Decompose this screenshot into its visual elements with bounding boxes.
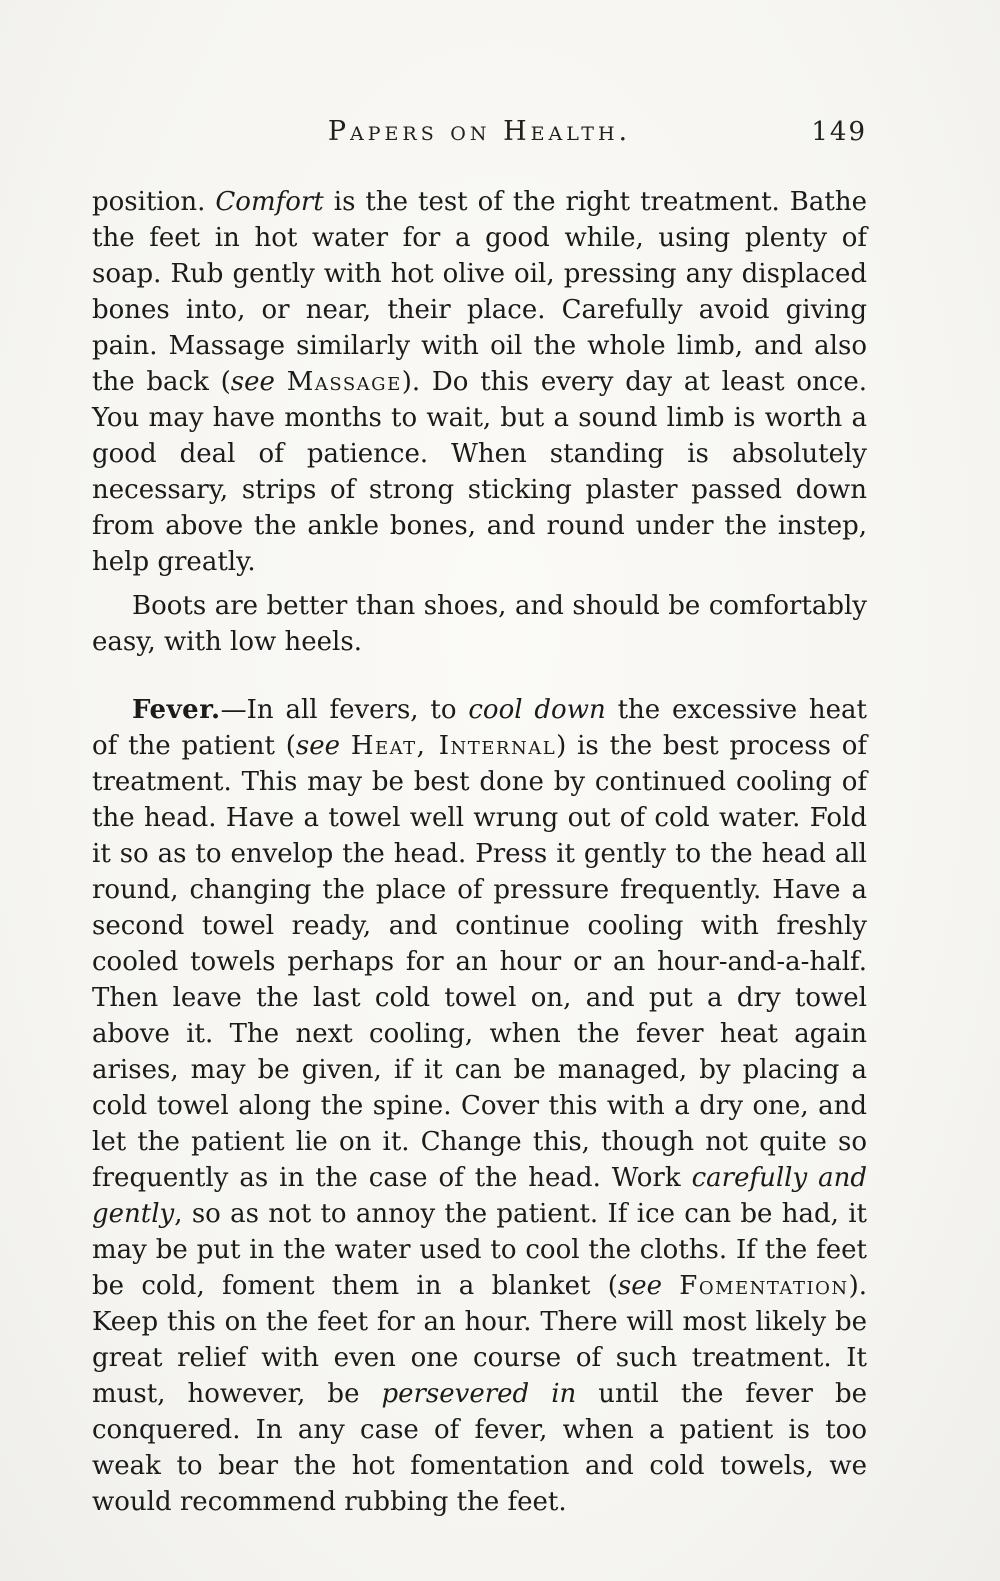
- body-run: Boots are better than shoes, and should be comfortably easy, with low heels.: [92, 591, 867, 657]
- body-run: [275, 367, 287, 397]
- running-title: Papers on Health.: [327, 116, 632, 147]
- smallcaps-reference: Fomentation: [679, 1271, 849, 1301]
- body-run: ) is the best process of treatment. This may be best done by continued cooling of the head. Have a towel well wrung out of cold water. Fold it so as to envelop the head. Press it gently to the head all round, changing the place of pressure frequently. Have a second towel ready, and continue cooling with freshly cooled towels perhaps for an hour or an hour-and-a-half. Then leave the last cold towel on, and put a dry towel above it. The next cooling, when the fever heat again arises, may be given, if it can be managed, by placing a cold towel along the spine. Cover this with a dry one, and let the patient lie on it. Change this, though not quite so frequently as in the case of the head. Work: [92, 731, 867, 1193]
- smallcaps-reference: Heat, Internal: [350, 731, 557, 761]
- body-run: ). Do this every day at least once. You may have months to wait, but a sound limb is worth a good deal of patience. When standing is absolutely necessary, strips of strong sticking plaster passed down from above the ankle bones, and round under the instep, help greatly.: [92, 367, 868, 577]
- paragraph: [92, 692, 867, 1520]
- body-run: is the test of the right treatment. Bathe the feet in hot water for a good while, using plenty of soap. Rub gently with hot olive oil, pressing any displaced bones into, or near, their place. Carefully avoid giving pain. Massage similarly with oil the whole limb, and also the back (: [92, 187, 867, 397]
- page-header: [92, 116, 867, 156]
- italic-text: see: [617, 1271, 662, 1301]
- page-number: 149: [811, 117, 867, 147]
- italic-text: see: [230, 367, 275, 397]
- italic-text: persevered in: [381, 1379, 577, 1409]
- entry-heading: Fever.: [132, 695, 221, 725]
- body-run: [662, 1271, 679, 1301]
- italic-text: carefully and gently: [92, 1163, 867, 1229]
- paragraph: [92, 588, 867, 660]
- body-run: the excessive heat of the patient (: [92, 695, 868, 761]
- paragraph: [92, 184, 867, 580]
- italic-text: see: [295, 731, 341, 761]
- smallcaps-reference: Massage: [286, 367, 402, 397]
- body-run: , so as not to annoy the patient. If ice can be had, it may be put in the water used to cool the cloths. If the feet be cold, foment them in a blanket (: [92, 1199, 867, 1301]
- body-run: until the fever be conquered. In any case of fever, when a patient is too weak to bear the hot fomentation and cold towels, we would recommend rubbing the feet.: [92, 1379, 867, 1517]
- body-run: —In all fevers, to: [220, 695, 469, 725]
- body-text: [92, 184, 867, 1520]
- italic-text: Comfort: [215, 187, 324, 217]
- body-run: [340, 731, 351, 761]
- italic-text: cool down: [468, 695, 606, 725]
- body-run: position.: [92, 187, 216, 217]
- body-run: ). Keep this on the feet for an hour. There will most likely be great relief with even one course of such treatment. It must, however, be: [92, 1271, 867, 1409]
